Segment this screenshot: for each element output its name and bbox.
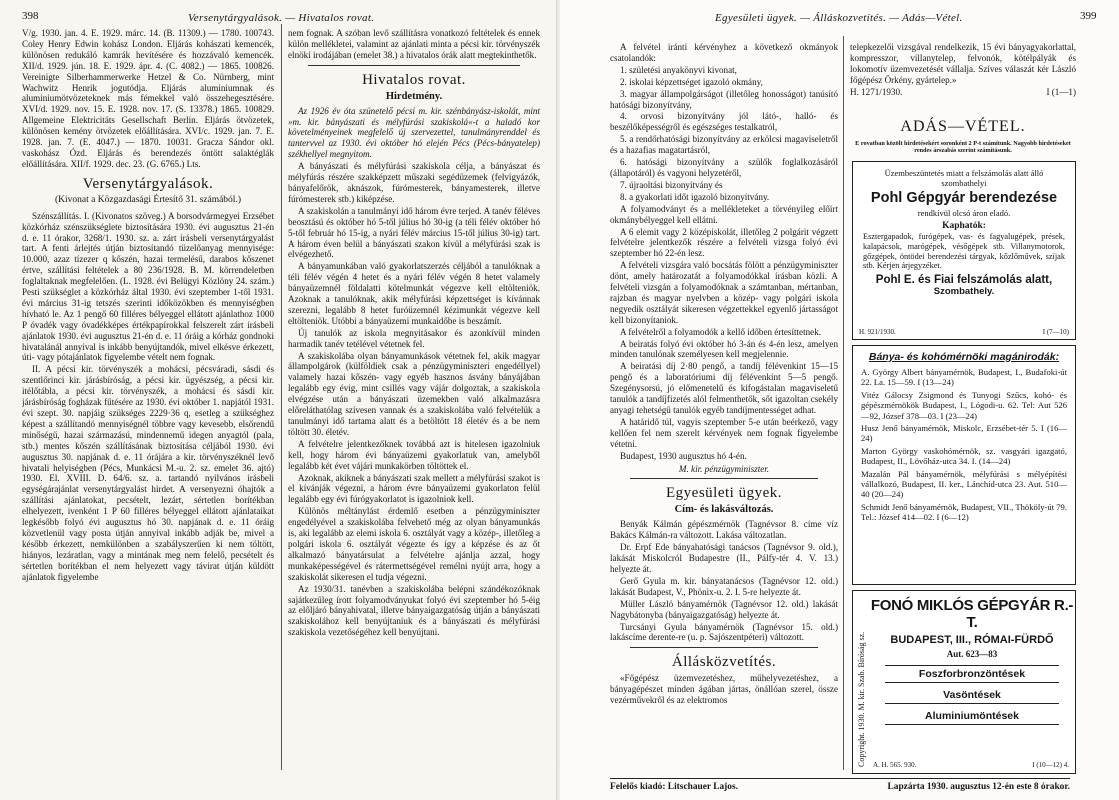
hivatalos-rovat-title: Hivatalos rovat. — [362, 71, 466, 88]
ad1-subline: rendkívül olcsó áron eladó. — [917, 208, 1011, 218]
tender-continuation: nem fognak. A szóban levő szállításra vonatkozó feltételek és ennek külön mellékletei, valamint az ajánlati minta a pécsi kir. törvényszék elnöki irodájában (emelet 38.) a hivatalos órák alatt megtekinthetők. — [288, 28, 540, 60]
notice-paragraph: A szakiskolába olyan bányamunkások vétetnek fel, akik magyar állampolgárok (külföldiek csak a pénzügyminiszteri engedéllyel) valamely hazai kőszén- vagy egyéb hasznos ásvány bányájában legalább egy évig, mint csillés vagy vájár dolgoztak, a szakiskola elvégzése után a bányászati üzemekben való alkalmazásra előreláthatólag szívesen vannak és a szakiskolába való felvételük a tanulmányi idő tartama alatt és a betöltött 18 életév és a be nem töltött 30. életév. — [288, 350, 540, 437]
ad2-entries — [861, 367, 1067, 523]
document-list-item: 5. a rendőrhatósági bizonyítvány az erkölcsi magaviseletről és a hazafias magatartásról, — [610, 134, 838, 156]
lakasvaltozas-heading: Cím- és lakásváltozás. — [674, 504, 774, 516]
section-rule — [308, 65, 520, 66]
notice-paragraph: A felvételről a folyamodók a kellő időben értesíttetnek. — [620, 326, 822, 337]
document-list-item: 7. újraoltási bizonyítvány és — [620, 179, 723, 190]
office-entry: Marton György vaskohómérnök, sz. vasgyári igazgató, Budapest, II., Lövőház-utca 34. I. (14—24) — [861, 445, 1067, 467]
ad-fono-miklos — [852, 590, 1076, 774]
running-head-right: Egyesületi ügyek. — Álláskozvetítés. — Adás—Vétel. — [715, 12, 963, 24]
signature: M. kir. pénzügyminiszter. — [678, 463, 770, 474]
ad3-ref-left: A. H. 565. 930. — [873, 761, 917, 769]
left-page — [0, 0, 558, 800]
ad1-city: Szombathely. — [933, 286, 995, 298]
ad1-ref-right: I (7—10) — [1042, 328, 1069, 336]
column-divider — [843, 36, 844, 770]
office-entry: Mazalán Pál bányamérnök, mélyfúrási s mélyépítési vállalkozó, Budapest, II. ker., Lánchíd-utca 23. Aut. 510—40 (20—24) — [861, 468, 1067, 500]
notice-paragraph: A beiratási díj 2·80 pengő, a tandíj félévenkint 15—15 pengő és a laboratóriumi díj félévenkint 5—5 pengő. Szegénysorsú, jó előmenetelű és kifogástalan magaviseletű tanulók a tandíjfizetés alól felmenthetők, sőt igazoltan csekély anyagi tehetségű tanulók egyéb tandíjmentességet adhat. — [610, 361, 838, 415]
tender-paragraph: II. A pécsi kir. törvényszék a mohácsi, pécsváradi, sásdi és szentlőrinci kir. járásbíróság, a pécsi kir. ügyészség, a pécsi kir. itélőtábla, a pécsi kir. törvényszék, a mohácsi és sásdi kir. járásbíróság fogházak fűtésére az 1930. évi október 1. napjától 1931. évi szept. 30. napjáig szükséges 2229·36 q, esetleg a szükséghez képest a szállítandó mennyiségnél többre vagy kevesebb, elsőrendű minőségű, hazai származású, mindennemű idegen anyagtól (pala, stb.) mentes kőszén szállításának biztosítása céljából 1930. évi augusztus 30. napjának d. e. 11 órájára a kir. törvényszéknél levő hivatali helyiségben (Pécs, Munkácsi M.-u. 2. sz. emelet 36. ajtó) 1930. El. XVIII. D. 64/6. sz. a. tartandó nyilvános írásbeli egységárajánlat versenytárgyalást hirdet. A versenyezni óhajtók a szállítási ajánlatokat, pecsételt, lezárt, sértetlen borítékban elhelyezett, ivenként 1 P 60 filléres bélyeggel ellátott ajánlataikat legkésőbb folyó évi augusztus hó 30. napjának d. e. 11 óráig közvetlenül vagy posta útján annyival inkább adják be, mivel a később érkezett, nemkülönben a szabályszerűen ki nem töltött, hiányos, lezáratlan, vagy a mintának meg nem felelő, pecsételt és sértetlen borítékban el nem helyezett vagy távirat útján küldött ajánlatok figyelembe — [22, 364, 274, 582]
ad3-band-1: Foszforbronzöntések — [885, 665, 1059, 683]
document-list-item: A felvétel iránti kérvényhez a következő okmányok csatolandók: — [610, 42, 838, 63]
address-change-item: Turcsányi Gyula bányamérnök (Tagnévsor 15. old.) lakáscíme derente-re (u. p. Sajószentpéteri) változott. — [610, 621, 838, 643]
address-change-item: Müller László bányamérnök (Tagnévsor 12. old.) lakását Nagybátonyba (bányaigazgatóság) helyezte át. — [610, 598, 838, 620]
patent-list-text: V/g. 1930. jan. 4. E. 1929. márc. 14. (B. 11309.) — 1780. 100743. Coley Henry Edwin kohász London. Eljárás kohászati kemencék, különösen redukáló kamrák hevítésére és hozzávaló kemencék. XII/d. 1929. jún. 18. E. 1929. ápr. 4. (C. 4082.) — 1865. 100826. Vereinigte Silberhammerwerke Hetzel & Co. Nürnberg, mint Wachwitz Henrik jogutódja. Eljárás aluminiumnak és aluminiumötvözeteknek más fémekkel való összehegesztésére. XVI/d. 1929. nov. 15. E. 1928. nov. 17. (S. 13378.) 1865. 100829. Allgemeine Elektricitäts Gesellschaft Berlin. Eljárás ötvözetek, különösen kemény ötvözetek előállítására. XVI/c. 1929. jan. 7. E. 1928. jan. 7. (E. 4047.) — 1870. 10031. Gracza Sándor okl. vaskohász Ózd. Eljárás és berendezés öntött salaktéglák előállítására. XII/f. 1929. dec. 23. (G. 6765.) Lts. — [22, 28, 274, 169]
ad1-company-name: Pohl Gépgyár berendezése — [870, 190, 1058, 206]
notice-paragraph: A szakiskolán a tanulmányi idő három évre terjed. A tanév féléves beosztású és október hó 5-től július hó 30-ig (a téli félév október hó 5-től február hó 15-ig, a nyári félév március 15-től július 30-ig) tart. A három éven belül a bányászati szakon kívül a mélyfúrási szak is elvégezhető. — [288, 205, 540, 260]
document-list-item: 6. hatósági bizonyítvány a szülők foglalkozásáról (állapotáról) és vagyoni helyzetéről, — [610, 157, 838, 178]
egyesuleti-ugyek-title: Egyesületi ügyek. — [666, 485, 782, 502]
notice-paragraph: A 6 elemit vagy 2 középiskolát, illetőleg 2 polgárit végzett felvételre jelentkezők részére a felvételi vizsga folyó évi szeptember hó 22-én lesz. — [610, 226, 838, 259]
ad3-phone: Aut. 623—83 — [946, 649, 998, 659]
notice-paragraph: A beiratás folyó évi október hó 3-án és 4-én lesz, amelyen minden tanulónak személyesen kell megjelennie. — [610, 338, 838, 360]
tender-paragraph: Szénszállítás. I. (Kivonatos szöveg.) A borsodvármegyei Erzsébet közkórház szénszükséglete biztosítására 1930. évi augusztus 21-én d. e. 11 órakor, 3268/1. 1930. sz. a. zárt írásbeli versenytárgyalást tart. A fenti árlejtés útján biztosítandó tüzelőanyag mennyisége: 10.000, azaz tízezer q kőszén, hazai termelésű, darabos kőszenet értve, szállítási feltételek a 80 236/1928. B. M. körrendeletben foglaltaknak megfelelően. (L. 1928. évi Belügyi Közlöny 24. szám.) Pesti szükséglet a közkórház által 1930. évi szeptember 1-től 1931. évi március 31-ig tetszés szerinti időközökben és mennyiségben hívható le. Az 1 pengő 60 filléres bélyeggel ellátott ajánlathoz 1000 P óvadék vagy óvadékképes értékpapírokkal felszerelt zárt írásbeli ajánlatok 1930. évi augusztus 21-én d. e. 11 óráig a kórház gondnoki hivatalánál annyival is inkább benyújtandók, mivel elkésve érkezett, úti- vagy pótajánlatok figyelembe vételt nem fognak. — [22, 210, 274, 363]
notice-paragraph: A határidő túl, vagyis szeptember 5-e után beérkező, vagy kellően fel nem szerelt kérvények nem fognak figyelembe vétetni. — [610, 416, 838, 449]
office-entry: Husz Jenő bányamérnök, Miskolc, Erzsébet-tér 5. I (16—24) — [861, 423, 1067, 444]
job-ad-ref-right: I (1—1) — [1046, 86, 1076, 97]
ad1-kaphatok: Kaphatók: — [942, 221, 986, 231]
document-list-item: 8. a gyakorlati időt igazoló bizonyítvány. — [620, 191, 770, 202]
left-column-1 — [22, 28, 274, 783]
job-ad-text: «Főgépész üzemvezetéshez, műhelyvezetéshez, a bányagépészet minden ágában jártas, önállóan szerel, össze vezérművekről és az elektromos — [610, 673, 838, 706]
office-entry: Schmidt Jenő bányamérnök, Budapest, VII., Thököly-út 79. Tel.: József 414—02. I (6—12) — [861, 501, 1067, 523]
notice-paragraph: A bányamunkában való gyakorlatszerzés céljából a tanulóknak a téli félév végén 4 hetet és a nyári félév végén 8 hetet valamely bányaüzemnél földalatti kötelmunkát végezve kell eltölteniök. Azoknak a tanulóknak, akik mélyfúrási képzettséget is kívánnak szerezni, legalább 8 hetet furóüzemnél kézimunkát végezve kell eltölteniök. Utóbbi a bányaüzemi munkaidőbe is beszámít. — [288, 261, 540, 326]
document-list-item: 1. születési anyakönyvi kivonat, — [620, 64, 737, 75]
page-number-right: 399 — [1080, 10, 1097, 22]
document-list-item: 3. magyar állampolgárságot (illetőleg honosságot) tanúsító hatósági bizonyítvány, — [610, 88, 838, 110]
ad3-ref-right: I (10—12) 4. — [1032, 761, 1069, 769]
ad3-band-2: Vasöntések — [885, 687, 1059, 704]
ad3-city: BUDAPEST, III., RÓMAI-FÜRDŐ — [890, 634, 1054, 646]
job-ad-continuation: telepkezelői vizsgával rendelkezik, 15 évi bányagyakorlattal, kompresszor, villanytelep, felvonók, kötélpályák és lokomotív üzemvezetését vállalja. Szíves válaszát kér László főgépész Örkény, gyártelep.» — [850, 42, 1076, 85]
ad-banya-irodak — [852, 345, 1076, 585]
document-list-item: 2. iskolai képzettséget igazoló okmány, — [620, 76, 763, 87]
versenytargyalasok-subtitle: (Kivonat a Közgazdasági Értesítő 31. számából.) — [55, 194, 241, 205]
adas-vetel-note: E rovatban közölt hirdetésekért soronként 2 P-t számítunk. Nagyobb hirdetéseket rendes árszabás szerint számításunk. — [855, 140, 1071, 154]
job-ad-ref: H. 1271/1930. — [850, 86, 903, 97]
address-change-item: Gerő Gyula m. kir. bányatanácsos (Tagnévsor 12. old.) lakását Budapest, V., Phönix-u. 2. I. 5-re helyezte át. — [610, 575, 838, 597]
notice-paragraph: Az 1926 év óta szünetelő pécsi m. kir. szénbányász-iskolát, mint »m. kir. bányászati és mélyfúrási szakiskolá«-t a haladó kor követelményeinek megfelelő új szervezettel, tanulmányrenddel és tantervvel az 1930. évi október hó elején Pécs (Pécs-bányatelep) székhellyel megnyitom. — [288, 105, 540, 160]
ad-pohl-gepgyar — [852, 161, 1076, 340]
column-divider — [281, 24, 282, 770]
notice-paragraph: A folyamodványt és a mellékleteket a törvényileg előírt okmánybélyeggel kell ellátni. — [610, 203, 838, 225]
right-column-2-top — [850, 42, 1076, 114]
footer-closing-date: Lapzárta 1930. augusztus 12-én este 8 órakor. — [887, 782, 1070, 792]
notice-paragraph: Új tanulók az iskola megnyitásakor és azonkívül minden harmadik tanév tetélével vétetnek fel. — [288, 327, 540, 349]
document-list-item: 4. orvosi bizonyítvány jól látó-, halló- és beszélőképességről és egészséges testalkatról, — [610, 111, 838, 133]
notice-paragraph: Az 1930/31. tanévben a szakiskolába belépni szándékozóknak sajátkezűleg írott folyamodványukat folyó évi szeptember hó 5-éig az előljáró bányahivatal, illetve bányaigazgatóság útján a bányászati szakiskolához kell benyújtaniuk és a bányászati és mélyfúrási szakiskola vezetőségéhez kell benyújtani. — [288, 583, 540, 638]
ad1-ref-left: H. 921/1930. — [859, 328, 896, 336]
notice-paragraph: A felvételre jelentkezőknek továbbá azt is hitelesen igazolniuk kell, hogy három évi bányaüzemi gyakorlatuk van, amelyből legalább két évet vájári munkakörben töltöttek el. — [288, 438, 540, 471]
address-change-item: Benyák Kálmán gépészmérnök (Tagnévsor 8. címe víz Bakács Kálmán-ra változott. Lakása változatlan. — [610, 519, 838, 541]
left-column-2 — [288, 28, 540, 783]
ad3-vertical-copyright: Copyright. 1930. M. kir. Szab. Bíróság sz. — [857, 631, 866, 767]
ad1-intro: Üzembeszüntetés miatt a felszámolás alatt álló szombathelyi — [884, 168, 1044, 188]
ad3-company-name: FONÓ MIKLÓS GÉPGYÁR R.-T. — [870, 597, 1074, 631]
ad1-items: Esztergapadok, furógépek, vas- és fagyalugépek, prések, kalapácsok, marógépek, vésőgépek stb. Villanymotorok, gőzgépek, öntödei berendezési tárgyak, kőzlőművek, szíjak stb. Kérjen árjegyzéket. — [863, 232, 1065, 271]
job-ad-ref-line — [850, 87, 1076, 98]
notice-date: Budapest, 1930 augusztus hó 4-én. — [620, 450, 747, 461]
office-entry: Vitéz Gálocsy Zsigmond és Tunyogi Szűcs, kohó- és gépészmérnökök Budapest, I., Lógodi-u. 62. Tel: Aut 526—92, József 378—03. I (23—24) — [861, 389, 1067, 421]
page-number-left: 398 — [22, 10, 39, 22]
right-page — [560, 0, 1119, 800]
running-head-left: Versenytárgyalások. — Hivatalos rovat. — [188, 12, 375, 24]
versenytargyalasok-title: Versenytárgyalások. — [82, 175, 214, 192]
right-column-1 — [610, 42, 838, 774]
notice-paragraph: A bányászati és mélyfúrási szakiskola célja, a bányászat és mélyfúrás részére szakképzett műszaki segédüzemek (felvigyázók, bányafelőrök, aknászok, fúrómesterek, bányamesterek, illetve fúrómesterek stb.) kiképzése. — [288, 161, 540, 204]
adas-vetel-title: ADÁS—VÉTEL. — [900, 118, 1026, 135]
ad3-band-3: Aluminiumöntések — [885, 708, 1059, 725]
footer-publisher: Felelős kiadó: Litschauer Lajos. — [610, 782, 738, 792]
notice-paragraph: A felvételi vizsgára való bocsátás fölött a pénzügyminiszter dönt, amely határozatát a folyamodókkal írásban közli. A felvételi vizsgán a folyamodóknak a számtanban, mértanban, rajzban és magyar nyelvben a közép- vagy polgári iskola negyedik osztályát sikeresen végzettekkel egyenlő jártasságot kell bizonyítaniok. — [610, 260, 838, 325]
notice-paragraph: Azoknak, akiknek a bányászati szak mellett a mélyfúrási szakot is el kívánják végezni, a három évre bányaüzemi gyakorlaton felül legalább egy évi fúrógyakorlatot is igazolniok kell. — [288, 472, 540, 505]
notice-paragraph: Különös méltánylást érdemlő esetben a pénzügyminiszter engedélyével a szakiskolába felvehető még az olyan bányamunkás is, aki legalább az elemi iskola 6. osztályát vagy a közép-, illetőleg a polgári iskola 6. osztályát végezte és így a képzése és az őt alkalmazó bányatársulat a felvételre ajánlja azzal, hogy munkaképességével és rátermettségével remélni nyújt arra, hogy a szakiskolát sikeresen el tudja végezni. — [288, 506, 540, 582]
section-rule — [630, 478, 818, 479]
page-footer — [610, 778, 1070, 792]
section-rule — [630, 647, 818, 648]
hirdetmeny-heading: Hirdetmény. — [385, 90, 443, 102]
ad2-title: Bánya- és kohómérnöki magánirodák: — [868, 351, 1060, 363]
office-entry: A. György Albert bányamérnök, Budapest, I., Budafoki-út 22. La. 15—59. I (13—24) — [861, 367, 1067, 388]
allaskozvetites-title: Állásközvetítés. — [671, 654, 777, 671]
address-change-item: Dr. Erpf Ede bányahatósági tanácsos (Tagnévsor 9. old.), lakását Miskolcról Budapestre (II., Pálfy-tér 4. V. 13.) helyezte át. — [610, 542, 838, 574]
ad1-footer-name: Pohl E. és Fiai felszámolás alatt, — [875, 274, 1053, 287]
